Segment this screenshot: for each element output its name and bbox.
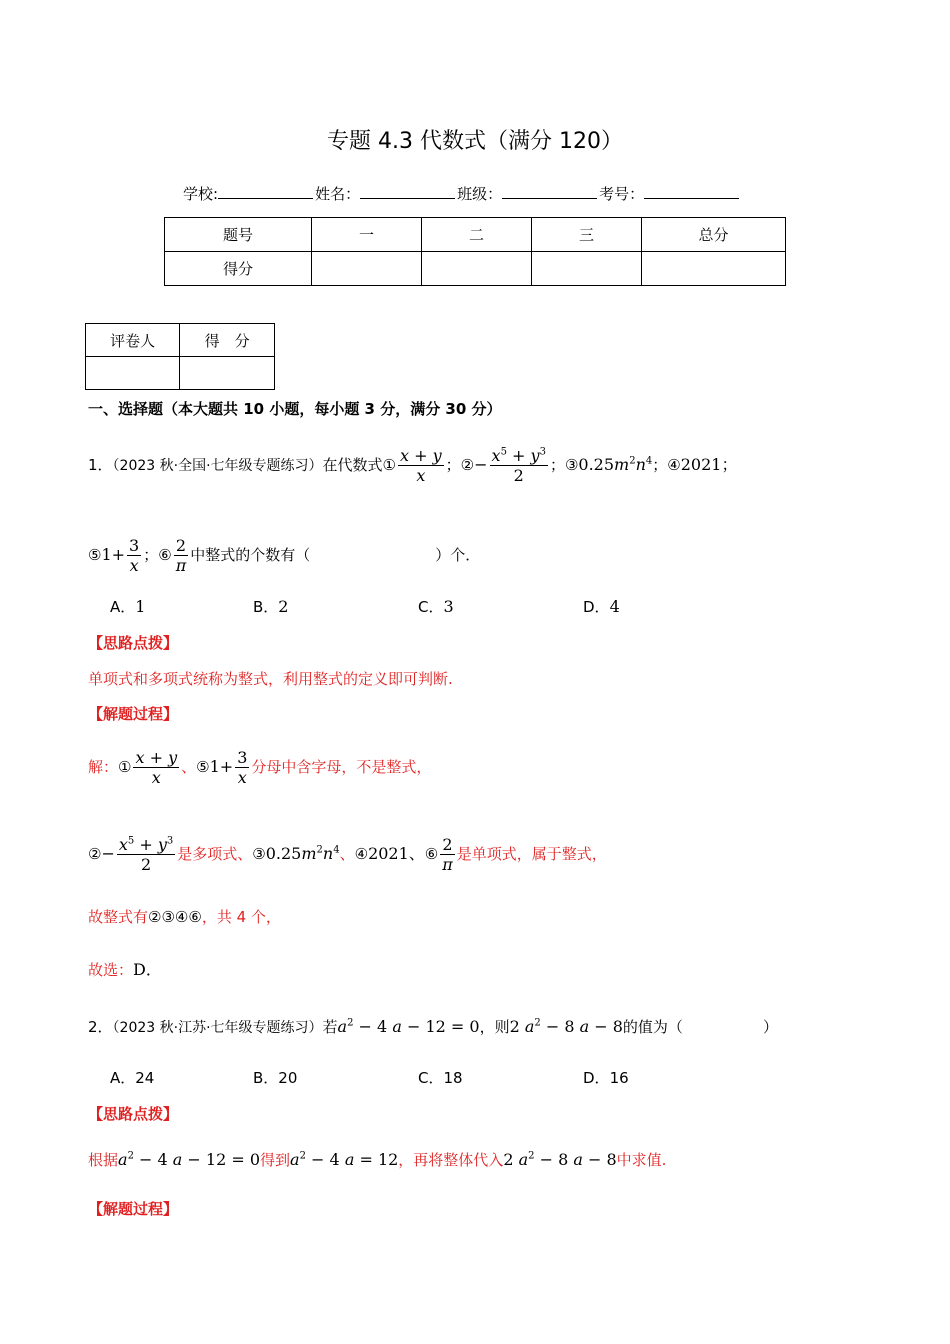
integral-items: ②③④⑥ — [148, 908, 202, 926]
name-label: 姓名： — [315, 185, 361, 203]
q2-option-b — [253, 1067, 297, 1088]
fraction-x5-plus-y3-over-2: $\frac{x^5 + y^3}{2}$ — [491, 446, 546, 485]
hint-b: 得到 — [260, 1151, 291, 1169]
q1-stem-b: 中整式的个数有（ — [190, 546, 311, 564]
q2-stem-c: 的值为（ — [622, 1018, 683, 1036]
q1-number: 1． — [88, 456, 113, 474]
q1-solution-line2: ②− $\frac{x^5 + y^3}{2}$ 是多项式、$③0.25m^2n^4$、④2021、⑥ $\frac{2}{\pi}$ 是单项式，属于整式， — [88, 835, 607, 874]
option-value: 18 — [443, 1069, 463, 1087]
q2-stem-b: ，则 — [479, 1018, 510, 1036]
school-blank — [218, 184, 313, 199]
separator: ； — [143, 546, 159, 564]
solution-line2-a: 是多项式、 — [177, 845, 253, 863]
q2-option-c — [418, 1067, 463, 1088]
q1-source: （2023 秋·全国·七年级专题练习） — [112, 458, 323, 474]
q2-hint-text: 根据$a^2 - 4$ a − 12 = 0得到$a^2 - 4$ a = 12，再将整体代入2 $a^2 - 8$ a − 8中求值. — [88, 1150, 667, 1169]
circle-2: ② — [88, 845, 102, 863]
section-title: 一、选择题（本大题共 10 小题，每小题 3 分，满分 30 分） — [88, 400, 502, 418]
q2-stem-a: 若 — [322, 1018, 338, 1036]
expr-2021: 2021； — [680, 455, 738, 474]
option-label: D． — [583, 1069, 610, 1087]
q2-number: 2． — [88, 1018, 113, 1036]
reviewer-table — [85, 323, 275, 390]
exam-no-blank — [644, 184, 739, 199]
q1-option-b — [253, 596, 288, 617]
circle-4: ④ — [667, 456, 681, 474]
separator: ； — [549, 456, 565, 474]
circle-1: ① — [118, 758, 132, 776]
separator: ； — [652, 456, 668, 474]
score-header-cell: 题号 — [165, 218, 312, 252]
option-label: B． — [253, 1069, 279, 1087]
reviewer-cell — [86, 357, 180, 390]
option-value: 2 — [278, 597, 289, 616]
circle-4: ④ — [354, 845, 369, 863]
reviewer-label: 评卷人 — [86, 324, 180, 357]
circle-2: ② — [460, 456, 475, 474]
score-table — [164, 217, 786, 286]
score-cell — [642, 252, 786, 286]
circle-5: ⑤ — [196, 758, 210, 776]
q1-stem-line2: ⑤1+ $\frac{3}{x}$ ；⑥ $\frac{2}{\pi}$ 中整式的个数有（ ）个． — [88, 536, 481, 575]
option-value: 4 — [609, 597, 620, 616]
score-header-cell: 三 — [532, 218, 642, 252]
fraction-x5-plus-y3-over-2: $\frac{x^5 + y^3}{2}$ — [118, 835, 174, 874]
separator: ； — [445, 456, 461, 474]
fraction-2-over-pi: $\frac{2}{\pi}$ — [442, 835, 453, 874]
q1-solution-line1: 解：① $\frac{x + y}{x}$ 、⑤1+ $\frac{3}{x}$ 分母中含字母，不是整式， — [88, 748, 432, 787]
page-title: 专题 4.3 代数式（满分 120） — [327, 129, 623, 154]
score-row-label: 得分 — [165, 252, 312, 286]
q1-option-d — [583, 596, 620, 617]
class-blank — [502, 184, 597, 199]
q1-answer — [88, 957, 162, 980]
q1-option-c — [418, 596, 454, 617]
option-label: B． — [253, 598, 279, 616]
circle-3: ③ — [564, 456, 579, 474]
q1-stem-line1: 1．（2023 秋·全国·七年级专题练习）在代数式① $\frac{x + y}{x}$ ；②− $\frac{x^5 + y^3}{2}$ ；$③0.25m^2n^4$；④2021； — [88, 446, 738, 485]
name-blank — [360, 184, 455, 199]
q1-stem-c: ）个． — [435, 546, 481, 564]
student-info-row — [183, 183, 741, 204]
q2-hint-title: 【思路点拨】 — [88, 1105, 179, 1123]
q2-stem-d: ） — [762, 1018, 778, 1036]
fraction-3-over-x: $\frac{3}{x}$ — [237, 748, 248, 787]
option-label: D． — [583, 598, 610, 616]
q2-solution-title: 【解题过程】 — [88, 1200, 179, 1218]
solution-line2-end: 是单项式，属于整式， — [456, 845, 607, 863]
solution-line3-c: ，共 4 个， — [201, 908, 281, 926]
option-label: C． — [418, 598, 444, 616]
circle-6: ⑥ — [158, 546, 172, 564]
q2-source: （2023 秋·江苏·七年级专题练习） — [112, 1020, 323, 1036]
q1-solution-title: 【解题过程】 — [88, 705, 179, 723]
circle-6: ⑥ — [424, 845, 439, 863]
fraction-x-plus-y-over-x: $\frac{x + y}{x}$ — [135, 748, 178, 787]
expr-coefficient: 0.25 — [265, 844, 302, 863]
answer-value: D． — [133, 960, 162, 979]
solution-line1-end: 分母中含字母，不是整式， — [251, 758, 432, 776]
school-label: 学校: — [183, 185, 219, 203]
q2-option-a — [110, 1067, 154, 1088]
expr-coefficient: 0.25 — [578, 455, 615, 474]
exam-no-label: 考号： — [599, 185, 645, 203]
fraction-3-over-x: $\frac{3}{x}$ — [129, 536, 140, 575]
expr-2021: 2021、 — [368, 844, 425, 863]
circle-5: ⑤ — [88, 546, 102, 564]
circle-3: ③ — [252, 845, 266, 863]
solution-sep: 、 — [181, 758, 197, 776]
option-value: 24 — [135, 1069, 155, 1087]
score-header-cell: 总分 — [642, 218, 786, 252]
q1-solution-line3 — [88, 906, 281, 927]
q1-hint-text: 单项式和多项式统称为整式，利用整式的定义即可判断. — [88, 670, 453, 688]
option-label: C． — [418, 1069, 444, 1087]
option-value: 3 — [443, 597, 454, 616]
hint-a: 根据 — [88, 1151, 119, 1169]
class-label: 班级： — [457, 185, 503, 203]
score-cell — [532, 252, 642, 286]
circle-1: ① — [382, 456, 396, 474]
q2-stem: 2．（2023 秋·江苏·七年级专题练习）若$a^2 - 4$ a − 12 = 0，则2 $a^2 - 8$ a − 8的值为（ ） — [88, 1017, 778, 1036]
hint-c: ，再将整体代入 — [398, 1151, 504, 1169]
q2-option-d — [583, 1067, 629, 1088]
score-header-cell: 一 — [312, 218, 422, 252]
reviewer-score-cell — [180, 357, 275, 390]
q1-hint-title: 【思路点拨】 — [88, 634, 179, 652]
reviewer-score-label: 得 分 — [180, 324, 275, 357]
score-cell — [422, 252, 532, 286]
solution-line3-a: 故整式有 — [88, 908, 149, 926]
answer-prefix: 故选： — [88, 961, 134, 979]
option-value: 16 — [609, 1069, 629, 1087]
fraction-x-plus-y-over-x: $\frac{x + y}{x}$ — [400, 446, 442, 485]
option-label: A． — [110, 1069, 136, 1087]
option-value: 20 — [278, 1069, 298, 1087]
q1-stem-a: 在代数式 — [322, 456, 383, 474]
score-cell — [312, 252, 422, 286]
hint-d: 中求值. — [616, 1151, 667, 1169]
q1-option-a — [110, 596, 145, 617]
option-label: A． — [110, 598, 136, 616]
solution-line2-b: 、 — [339, 845, 355, 863]
fraction-2-over-pi: $\frac{2}{\pi}$ — [175, 536, 187, 575]
score-header-cell: 二 — [422, 218, 532, 252]
solution-prefix: 解： — [88, 758, 119, 776]
option-value: 1 — [135, 597, 146, 616]
